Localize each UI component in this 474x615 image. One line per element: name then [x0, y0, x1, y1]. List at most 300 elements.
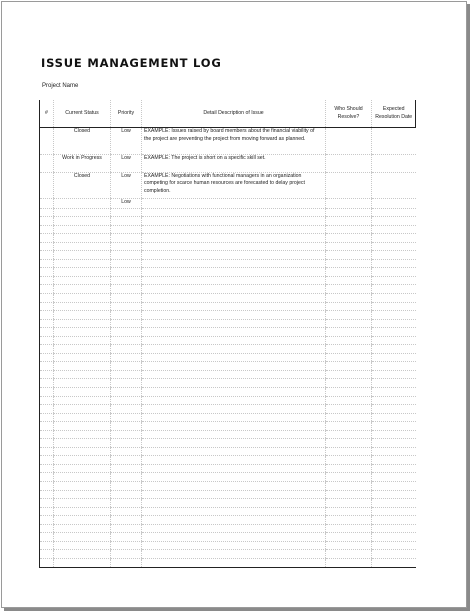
empty-cell-resolution-date[interactable]: [372, 422, 416, 431]
empty-cell-number[interactable]: [40, 345, 54, 354]
empty-cell-status[interactable]: [54, 464, 111, 473]
empty-cell-number[interactable]: [40, 328, 54, 337]
empty-cell-description[interactable]: [142, 482, 326, 491]
empty-cell-resolver[interactable]: [326, 541, 372, 550]
empty-cell-resolution-date[interactable]: [372, 387, 416, 396]
empty-cell-resolver[interactable]: [326, 217, 372, 226]
empty-cell-priority[interactable]: [111, 251, 142, 260]
empty-cell-priority[interactable]: [111, 345, 142, 354]
empty-cell-resolver[interactable]: [326, 430, 372, 439]
empty-cell-description[interactable]: [142, 430, 326, 439]
empty-cell-priority[interactable]: [111, 482, 142, 491]
empty-table-row: [40, 259, 416, 268]
empty-cell-description[interactable]: [142, 328, 326, 337]
empty-cell-status[interactable]: [54, 362, 111, 371]
empty-cell-status[interactable]: [54, 345, 111, 354]
empty-cell-status[interactable]: [54, 524, 111, 533]
empty-cell-resolver[interactable]: [326, 507, 372, 516]
empty-cell-resolution-date[interactable]: [372, 345, 416, 354]
empty-cell-description[interactable]: [142, 302, 326, 311]
empty-cell-status[interactable]: [54, 293, 111, 302]
empty-cell-resolver[interactable]: [326, 242, 372, 251]
empty-cell-priority[interactable]: [111, 499, 142, 508]
empty-table-row: [40, 302, 416, 311]
cell-status[interactable]: Closed: [54, 128, 111, 155]
empty-cell-resolver[interactable]: [326, 353, 372, 362]
cell-description[interactable]: [142, 199, 326, 209]
empty-cell-status[interactable]: [54, 405, 111, 414]
empty-cell-resolution-date[interactable]: [372, 285, 416, 294]
empty-cell-status[interactable]: [54, 251, 111, 260]
empty-cell-resolution-date[interactable]: [372, 268, 416, 277]
empty-cell-resolver[interactable]: [326, 473, 372, 482]
empty-cell-status[interactable]: [54, 456, 111, 465]
empty-cell-resolution-date[interactable]: [372, 276, 416, 285]
cell-status[interactable]: Work in Progress: [54, 154, 111, 172]
empty-cell-resolver[interactable]: [326, 319, 372, 328]
empty-cell-resolver[interactable]: [326, 464, 372, 473]
cell-priority[interactable]: Low: [111, 154, 142, 172]
cell-number[interactable]: [40, 199, 54, 209]
empty-cell-number[interactable]: [40, 482, 54, 491]
cell-resolution-date[interactable]: [372, 172, 416, 199]
empty-cell-description[interactable]: [142, 225, 326, 234]
empty-cell-priority[interactable]: [111, 319, 142, 328]
empty-cell-resolution-date[interactable]: [372, 558, 416, 567]
empty-cell-priority[interactable]: [111, 516, 142, 525]
empty-cell-status[interactable]: [54, 336, 111, 345]
empty-cell-resolution-date[interactable]: [372, 413, 416, 422]
empty-cell-status[interactable]: [54, 268, 111, 277]
empty-cell-priority[interactable]: [111, 242, 142, 251]
empty-cell-number[interactable]: [40, 234, 54, 243]
empty-cell-status[interactable]: [54, 379, 111, 388]
empty-cell-number[interactable]: [40, 516, 54, 525]
empty-table-row: [40, 456, 416, 465]
empty-table-row: [40, 362, 416, 371]
empty-cell-resolver[interactable]: [326, 379, 372, 388]
empty-cell-status[interactable]: [54, 302, 111, 311]
empty-cell-description[interactable]: [142, 439, 326, 448]
empty-cell-resolver[interactable]: [326, 550, 372, 559]
empty-cell-resolver[interactable]: [326, 396, 372, 405]
empty-table-row: [40, 242, 416, 251]
empty-cell-priority[interactable]: [111, 353, 142, 362]
empty-cell-status[interactable]: [54, 370, 111, 379]
empty-cell-number[interactable]: [40, 405, 54, 414]
empty-cell-description[interactable]: [142, 336, 326, 345]
cell-resolution-date[interactable]: [372, 128, 416, 155]
empty-cell-number[interactable]: [40, 439, 54, 448]
empty-cell-status[interactable]: [54, 353, 111, 362]
cell-resolver[interactable]: [326, 128, 372, 155]
empty-cell-priority[interactable]: [111, 405, 142, 414]
empty-cell-resolver[interactable]: [326, 345, 372, 354]
empty-cell-priority[interactable]: [111, 311, 142, 320]
empty-table-row: [40, 353, 416, 362]
empty-cell-priority[interactable]: [111, 507, 142, 516]
empty-cell-description[interactable]: [142, 473, 326, 482]
empty-cell-resolver[interactable]: [326, 558, 372, 567]
empty-cell-status[interactable]: [54, 225, 111, 234]
empty-cell-resolver[interactable]: [326, 533, 372, 542]
empty-cell-resolver[interactable]: [326, 259, 372, 268]
empty-cell-resolution-date[interactable]: [372, 405, 416, 414]
empty-cell-description[interactable]: [142, 311, 326, 320]
empty-cell-description[interactable]: [142, 422, 326, 431]
empty-cell-description[interactable]: [142, 362, 326, 371]
empty-cell-resolver[interactable]: [326, 370, 372, 379]
empty-cell-number[interactable]: [40, 225, 54, 234]
cell-resolver[interactable]: [326, 154, 372, 172]
empty-cell-resolver[interactable]: [326, 302, 372, 311]
empty-cell-number[interactable]: [40, 242, 54, 251]
empty-cell-description[interactable]: [142, 447, 326, 456]
cell-description[interactable]: EXAMPLE: Negotiations with functional managers in an organization competing for scarce human resources are forecasted to delay project completion.: [142, 172, 326, 199]
empty-cell-number[interactable]: [40, 336, 54, 345]
empty-cell-priority[interactable]: [111, 550, 142, 559]
empty-cell-status[interactable]: [54, 541, 111, 550]
empty-cell-number[interactable]: [40, 302, 54, 311]
empty-cell-status[interactable]: [54, 533, 111, 542]
empty-cell-number[interactable]: [40, 507, 54, 516]
empty-cell-resolver[interactable]: [326, 439, 372, 448]
empty-cell-number[interactable]: [40, 558, 54, 567]
empty-cell-description[interactable]: [142, 319, 326, 328]
empty-cell-priority[interactable]: [111, 336, 142, 345]
empty-cell-number[interactable]: [40, 387, 54, 396]
empty-cell-resolution-date[interactable]: [372, 482, 416, 491]
empty-cell-number[interactable]: [40, 447, 54, 456]
empty-cell-priority[interactable]: [111, 387, 142, 396]
empty-cell-description[interactable]: [142, 242, 326, 251]
empty-cell-resolution-date[interactable]: [372, 311, 416, 320]
empty-cell-resolver[interactable]: [326, 524, 372, 533]
empty-cell-number[interactable]: [40, 370, 54, 379]
empty-cell-resolution-date[interactable]: [372, 524, 416, 533]
empty-table-row: [40, 516, 416, 525]
empty-cell-priority[interactable]: [111, 379, 142, 388]
empty-cell-description[interactable]: [142, 268, 326, 277]
cell-number[interactable]: [40, 154, 54, 172]
empty-cell-number[interactable]: [40, 430, 54, 439]
empty-cell-status[interactable]: [54, 558, 111, 567]
empty-cell-description[interactable]: [142, 490, 326, 499]
empty-cell-resolution-date[interactable]: [372, 302, 416, 311]
empty-cell-resolution-date[interactable]: [372, 516, 416, 525]
empty-cell-status[interactable]: [54, 319, 111, 328]
table-row: [40, 128, 416, 155]
empty-cell-resolution-date[interactable]: [372, 447, 416, 456]
empty-cell-resolution-date[interactable]: [372, 456, 416, 465]
empty-cell-number[interactable]: [40, 473, 54, 482]
empty-cell-number[interactable]: [40, 319, 54, 328]
empty-cell-description[interactable]: [142, 405, 326, 414]
project-name-label: Project Name: [42, 83, 79, 89]
empty-cell-description[interactable]: [142, 379, 326, 388]
empty-cell-description[interactable]: [142, 533, 326, 542]
empty-cell-number[interactable]: [40, 311, 54, 320]
empty-cell-priority[interactable]: [111, 293, 142, 302]
empty-cell-resolver[interactable]: [326, 387, 372, 396]
empty-cell-status[interactable]: [54, 234, 111, 243]
empty-cell-description[interactable]: [142, 387, 326, 396]
empty-cell-priority[interactable]: [111, 541, 142, 550]
empty-cell-number[interactable]: [40, 533, 54, 542]
empty-cell-priority[interactable]: [111, 276, 142, 285]
empty-table-row: [40, 464, 416, 473]
empty-cell-priority[interactable]: [111, 464, 142, 473]
empty-cell-priority[interactable]: [111, 533, 142, 542]
empty-cell-number[interactable]: [40, 541, 54, 550]
empty-cell-priority[interactable]: [111, 413, 142, 422]
empty-cell-number[interactable]: [40, 464, 54, 473]
empty-cell-number[interactable]: [40, 456, 54, 465]
empty-cell-resolver[interactable]: [326, 362, 372, 371]
empty-cell-description[interactable]: [142, 499, 326, 508]
cell-priority[interactable]: Low: [111, 128, 142, 155]
empty-cell-resolver[interactable]: [326, 422, 372, 431]
empty-cell-resolution-date[interactable]: [372, 242, 416, 251]
empty-cell-resolver[interactable]: [326, 293, 372, 302]
cell-priority[interactable]: Low: [111, 172, 142, 199]
empty-cell-resolver[interactable]: [326, 413, 372, 422]
empty-cell-resolution-date[interactable]: [372, 370, 416, 379]
empty-cell-description[interactable]: [142, 507, 326, 516]
empty-cell-number[interactable]: [40, 217, 54, 226]
empty-cell-priority[interactable]: [111, 447, 142, 456]
empty-cell-resolver[interactable]: [326, 490, 372, 499]
empty-cell-resolution-date[interactable]: [372, 507, 416, 516]
empty-cell-description[interactable]: [142, 208, 326, 217]
empty-cell-description[interactable]: [142, 345, 326, 354]
cell-resolution-date[interactable]: [372, 199, 416, 209]
empty-cell-number[interactable]: [40, 362, 54, 371]
empty-cell-status[interactable]: [54, 413, 111, 422]
empty-cell-priority[interactable]: [111, 302, 142, 311]
empty-cell-status[interactable]: [54, 430, 111, 439]
empty-cell-resolution-date[interactable]: [372, 353, 416, 362]
empty-cell-resolver[interactable]: [326, 482, 372, 491]
empty-cell-priority[interactable]: [111, 362, 142, 371]
empty-cell-resolution-date[interactable]: [372, 533, 416, 542]
empty-cell-priority[interactable]: [111, 225, 142, 234]
empty-cell-resolver[interactable]: [326, 516, 372, 525]
empty-cell-resolver[interactable]: [326, 456, 372, 465]
empty-cell-resolver[interactable]: [326, 208, 372, 217]
empty-cell-priority[interactable]: [111, 524, 142, 533]
empty-table-row: [40, 268, 416, 277]
empty-cell-priority[interactable]: [111, 234, 142, 243]
empty-cell-status[interactable]: [54, 242, 111, 251]
cell-description[interactable]: EXAMPLE: The project is short on a specific skill set.: [142, 154, 326, 172]
empty-table-row: [40, 447, 416, 456]
empty-cell-resolution-date[interactable]: [372, 234, 416, 243]
empty-cell-number[interactable]: [40, 550, 54, 559]
empty-cell-resolution-date[interactable]: [372, 541, 416, 550]
empty-cell-status[interactable]: [54, 208, 111, 217]
empty-cell-resolver[interactable]: [326, 328, 372, 337]
empty-cell-description[interactable]: [142, 353, 326, 362]
empty-cell-resolution-date[interactable]: [372, 293, 416, 302]
empty-table-row: [40, 276, 416, 285]
empty-cell-resolution-date[interactable]: [372, 439, 416, 448]
empty-cell-status[interactable]: [54, 490, 111, 499]
empty-cell-description[interactable]: [142, 234, 326, 243]
empty-cell-priority[interactable]: [111, 430, 142, 439]
empty-cell-status[interactable]: [54, 482, 111, 491]
empty-cell-resolver[interactable]: [326, 336, 372, 345]
empty-cell-description[interactable]: [142, 396, 326, 405]
empty-cell-description[interactable]: [142, 456, 326, 465]
empty-cell-resolution-date[interactable]: [372, 259, 416, 268]
empty-cell-number[interactable]: [40, 276, 54, 285]
empty-cell-resolution-date[interactable]: [372, 396, 416, 405]
empty-cell-description[interactable]: [142, 276, 326, 285]
empty-cell-resolution-date[interactable]: [372, 473, 416, 482]
cell-description[interactable]: EXAMPLE: Issues raised by board members about the financial viability of the project are preventing the project from moving forward as planned.: [142, 128, 326, 155]
empty-cell-resolution-date[interactable]: [372, 362, 416, 371]
empty-cell-resolution-date[interactable]: [372, 430, 416, 439]
empty-cell-status[interactable]: [54, 217, 111, 226]
empty-cell-priority[interactable]: [111, 328, 142, 337]
empty-table-row: [40, 336, 416, 345]
empty-cell-number[interactable]: [40, 396, 54, 405]
empty-cell-number[interactable]: [40, 353, 54, 362]
empty-cell-description[interactable]: [142, 251, 326, 260]
empty-cell-priority[interactable]: [111, 268, 142, 277]
empty-cell-resolution-date[interactable]: [372, 379, 416, 388]
empty-cell-description[interactable]: [142, 259, 326, 268]
empty-cell-number[interactable]: [40, 524, 54, 533]
empty-cell-number[interactable]: [40, 499, 54, 508]
empty-cell-resolver[interactable]: [326, 405, 372, 414]
empty-cell-description[interactable]: [142, 558, 326, 567]
empty-cell-resolution-date[interactable]: [372, 251, 416, 260]
cell-resolver[interactable]: [326, 199, 372, 209]
empty-cell-priority[interactable]: [111, 490, 142, 499]
empty-cell-priority[interactable]: [111, 370, 142, 379]
empty-cell-number[interactable]: [40, 268, 54, 277]
cell-number[interactable]: [40, 128, 54, 155]
empty-cell-number[interactable]: [40, 251, 54, 260]
empty-cell-status[interactable]: [54, 422, 111, 431]
empty-cell-priority[interactable]: [111, 422, 142, 431]
empty-cell-resolver[interactable]: [326, 499, 372, 508]
empty-cell-status[interactable]: [54, 276, 111, 285]
empty-cell-status[interactable]: [54, 285, 111, 294]
cell-priority[interactable]: Low: [111, 199, 142, 209]
empty-cell-status[interactable]: [54, 311, 111, 320]
empty-table-row: [40, 293, 416, 302]
empty-cell-description[interactable]: [142, 550, 326, 559]
empty-cell-priority[interactable]: [111, 473, 142, 482]
empty-table-row: [40, 311, 416, 320]
empty-cell-priority[interactable]: [111, 285, 142, 294]
empty-cell-number[interactable]: [40, 259, 54, 268]
empty-cell-priority[interactable]: [111, 558, 142, 567]
empty-cell-resolution-date[interactable]: [372, 490, 416, 499]
empty-cell-status[interactable]: [54, 259, 111, 268]
empty-cell-status[interactable]: [54, 387, 111, 396]
empty-cell-priority[interactable]: [111, 396, 142, 405]
empty-cell-resolver[interactable]: [326, 268, 372, 277]
empty-cell-number[interactable]: [40, 413, 54, 422]
empty-cell-description[interactable]: [142, 413, 326, 422]
empty-cell-description[interactable]: [142, 516, 326, 525]
empty-cell-priority[interactable]: [111, 456, 142, 465]
empty-cell-resolution-date[interactable]: [372, 550, 416, 559]
cell-number[interactable]: [40, 172, 54, 199]
empty-cell-description[interactable]: [142, 541, 326, 550]
empty-cell-priority[interactable]: [111, 259, 142, 268]
empty-cell-status[interactable]: [54, 439, 111, 448]
empty-table-row: [40, 225, 416, 234]
empty-cell-resolver[interactable]: [326, 447, 372, 456]
cell-resolution-date[interactable]: [372, 154, 416, 172]
empty-cell-resolver[interactable]: [326, 276, 372, 285]
empty-cell-resolver[interactable]: [326, 234, 372, 243]
empty-cell-number[interactable]: [40, 208, 54, 217]
empty-table-row: [40, 208, 416, 217]
empty-cell-resolution-date[interactable]: [372, 336, 416, 345]
empty-cell-description[interactable]: [142, 217, 326, 226]
empty-cell-number[interactable]: [40, 285, 54, 294]
empty-cell-description[interactable]: [142, 370, 326, 379]
empty-cell-number[interactable]: [40, 379, 54, 388]
empty-cell-status[interactable]: [54, 516, 111, 525]
empty-cell-status[interactable]: [54, 550, 111, 559]
empty-cell-description[interactable]: [142, 464, 326, 473]
empty-cell-number[interactable]: [40, 422, 54, 431]
empty-cell-description[interactable]: [142, 293, 326, 302]
cell-resolver[interactable]: [326, 172, 372, 199]
empty-cell-resolver[interactable]: [326, 225, 372, 234]
empty-cell-status[interactable]: [54, 507, 111, 516]
empty-cell-resolution-date[interactable]: [372, 217, 416, 226]
empty-cell-status[interactable]: [54, 499, 111, 508]
empty-cell-resolution-date[interactable]: [372, 328, 416, 337]
column-header-status: Current Status: [54, 100, 111, 128]
empty-table-row: [40, 345, 416, 354]
empty-cell-status[interactable]: [54, 473, 111, 482]
empty-cell-resolution-date[interactable]: [372, 499, 416, 508]
empty-cell-resolution-date[interactable]: [372, 464, 416, 473]
cell-status[interactable]: Closed: [54, 172, 111, 199]
empty-cell-priority[interactable]: [111, 439, 142, 448]
column-header-number: #: [40, 100, 54, 128]
empty-cell-number[interactable]: [40, 293, 54, 302]
empty-cell-resolution-date[interactable]: [372, 319, 416, 328]
empty-cell-priority[interactable]: [111, 208, 142, 217]
empty-cell-status[interactable]: [54, 328, 111, 337]
empty-cell-status[interactable]: [54, 447, 111, 456]
empty-cell-priority[interactable]: [111, 217, 142, 226]
empty-cell-description[interactable]: [142, 285, 326, 294]
empty-cell-resolution-date[interactable]: [372, 208, 416, 217]
column-header-description: Detail Description of Issue: [142, 100, 326, 128]
empty-cell-description[interactable]: [142, 524, 326, 533]
empty-cell-resolver[interactable]: [326, 285, 372, 294]
empty-cell-resolver[interactable]: [326, 251, 372, 260]
empty-cell-number[interactable]: [40, 490, 54, 499]
empty-cell-resolution-date[interactable]: [372, 225, 416, 234]
empty-cell-status[interactable]: [54, 396, 111, 405]
cell-status[interactable]: [54, 199, 111, 209]
empty-table-row: [40, 499, 416, 508]
empty-cell-resolver[interactable]: [326, 311, 372, 320]
empty-table-row: [40, 396, 416, 405]
